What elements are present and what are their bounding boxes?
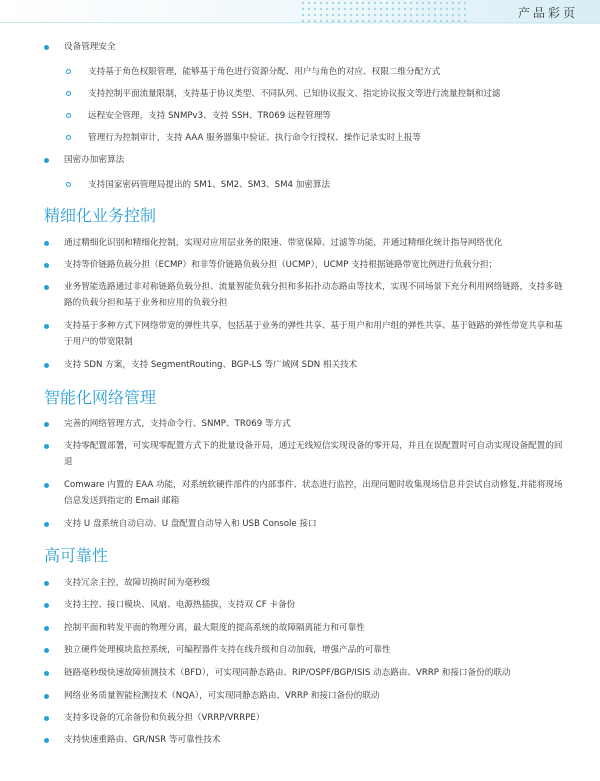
bullet-dot-icon <box>44 648 49 653</box>
bullet-ring-icon <box>66 135 71 140</box>
list-item <box>64 477 564 509</box>
bullet-dot-icon <box>44 263 49 268</box>
list-item-text: 网络业务质量智能检测技术（NQA），可实现同静态路由、VRRP 和接口备份的联动 <box>64 691 380 701</box>
list-item-text: 设备管理安全 <box>64 42 116 52</box>
bullet-dot-icon <box>44 363 49 368</box>
list-item-text: 支持冗余主控，故障切换时间为毫秒级 <box>64 578 211 588</box>
sub-list-item-text: 支持基于角色权限管理，能够基于角色进行资源分配、用户与角色的对应、权限二维分配方式 <box>88 67 441 77</box>
list-item-text: 完善的网络管理方式，支持命令行、SNMP、TR069 等方式 <box>64 419 291 429</box>
bullet-dot-icon <box>44 45 49 50</box>
list-item <box>64 688 564 704</box>
bullet-dot-icon <box>44 694 49 699</box>
list-item <box>64 575 564 591</box>
list-item-text: 业务智能选路通过非对称链路负载分担、流量智能负载分担和多拓扑动态路由等技术，实现不同场景下充分利用网络链路，支持多链路的负载分担和基于业务和应用的负载分担 <box>64 282 563 308</box>
sub-list-item <box>88 86 558 102</box>
bullet-dot-icon <box>44 626 49 631</box>
sub-list-item-text: 远程安全管理，支持 SNMPv3、支持 SSH、TR069 远程管理等 <box>88 111 331 121</box>
list-item-text: 支持 U 盘系统自动启动、U 盘配置自动导入和 USB Console 接口 <box>64 519 317 529</box>
bullet-dot-icon <box>44 241 49 246</box>
list-item-text: 支持零配置部署，可实现零配置方式下的批量设备开局，通过无线短信实现设备的零开局，并且在误配置时可自动实现设备配置的回退 <box>64 441 563 467</box>
bullet-dot-icon <box>44 483 49 488</box>
section-title: 精细化业务控制 <box>44 206 157 225</box>
bullet-dot-icon <box>44 671 49 676</box>
list-item <box>64 152 564 168</box>
list-item-text: 支持多设备的冗余备份和负载分担（VRRP/VRRPE） <box>64 713 265 723</box>
list-item-text: 支持等价链路负载分担（ECMP）和非等价链路负载分担（UCMP），UCMP 支持根据链路带宽比例进行负载分担； <box>64 260 498 270</box>
bullet-dot-icon <box>44 738 49 743</box>
bullet-dot-icon <box>44 422 49 427</box>
bullet-dot-icon <box>44 158 49 163</box>
header-divider <box>0 22 600 23</box>
bullet-ring-icon <box>66 182 71 187</box>
sub-list-item <box>88 130 558 146</box>
page-header-title: 产品彩页 <box>517 6 578 20</box>
bullet-ring-icon <box>66 113 71 118</box>
list-item-text: 支持主控、接口模块、风扇、电源热插拔，支持双 CF 卡备份 <box>64 600 296 610</box>
list-item <box>64 732 564 748</box>
list-item-text: 链路毫秒级快速故障侦测技术（BFD），可实现同静态路由、RIP/OSPF/BGP/ISIS 动态路由、VRRP 和接口备份的联动 <box>64 668 511 678</box>
bullet-ring-icon <box>66 91 71 96</box>
bullet-dot-icon <box>44 444 49 449</box>
list-item <box>64 279 564 311</box>
list-item <box>64 620 564 636</box>
bullet-dot-icon <box>44 324 49 329</box>
sub-list-item <box>88 177 558 193</box>
list-item <box>64 665 564 681</box>
list-item <box>64 235 564 251</box>
list-item <box>64 438 564 470</box>
list-item <box>64 642 564 658</box>
bullet-dot-icon <box>44 603 49 608</box>
bullet-dot-icon <box>44 581 49 586</box>
sub-list-item-text: 支持控制平面流量限制，支持基于协议类型、不同队列、已知协议报文、指定协议报文等进行流量控制和过滤 <box>88 89 501 99</box>
list-item-text: Comware 内置的 EAA 功能，对系统软硬件部件的内部事件、状态进行监控，出现问题时收集现场信息并尝试自动修复,并能将现场信息发送到指定的 Email 邮箱 <box>64 480 563 506</box>
sub-list-item <box>88 108 558 124</box>
list-item <box>64 318 564 350</box>
list-item-text: 控制平面和转发平面的物理分离，最大限度的提高系统的故障隔离能力和可靠性 <box>64 623 365 633</box>
dot-pattern-decoration <box>300 0 470 22</box>
list-item-text: 支持快速重路由、GR/NSR 等可靠性技术 <box>64 735 221 745</box>
list-item-text: 支持基于多种方式下网络带宽的弹性共享，包括基于业务的弹性共享、基于用户和用户组的弹性共享、基于链路的弹性带宽共享和基于用户的带宽限制 <box>64 321 563 347</box>
list-item <box>64 416 564 432</box>
list-item-text: 国密办加密算法 <box>64 155 125 165</box>
bullet-dot-icon <box>44 522 49 527</box>
section-title: 智能化网络管理 <box>44 388 157 407</box>
sub-list-item-text: 管理行为控制审计，支持 AAA 服务器集中验证、执行命令行授权、操作记录实时上报等 <box>88 133 421 143</box>
list-item-text: 通过精细化识别和精细化控制，实现对应用层业务的限速、带宽保障、过滤等功能，并通过精细化统计指导网络优化 <box>64 238 503 248</box>
list-item <box>64 357 564 373</box>
list-item-text: 支持 SDN 方案，支持 SegmentRouting、BGP-LS 等广域网 SDN 相关技术 <box>64 360 358 370</box>
list-item <box>64 257 564 273</box>
list-item-text: 独立硬件处理模块监控系统，可编程器件支持在线升级和自动加载，增强产品的可靠性 <box>64 645 391 655</box>
list-item <box>64 39 564 55</box>
list-item <box>64 516 564 532</box>
bullet-dot-icon <box>44 716 49 721</box>
list-item <box>64 710 564 726</box>
section-title: 高可靠性 <box>44 546 109 565</box>
sub-list-item <box>88 64 558 80</box>
bullet-dot-icon <box>44 285 49 290</box>
bullet-ring-icon <box>66 69 71 74</box>
sub-list-item-text: 支持国家密码管理局提出的 SM1、SM2、SM3、SM4 加密算法 <box>88 180 331 190</box>
list-item <box>64 597 564 613</box>
